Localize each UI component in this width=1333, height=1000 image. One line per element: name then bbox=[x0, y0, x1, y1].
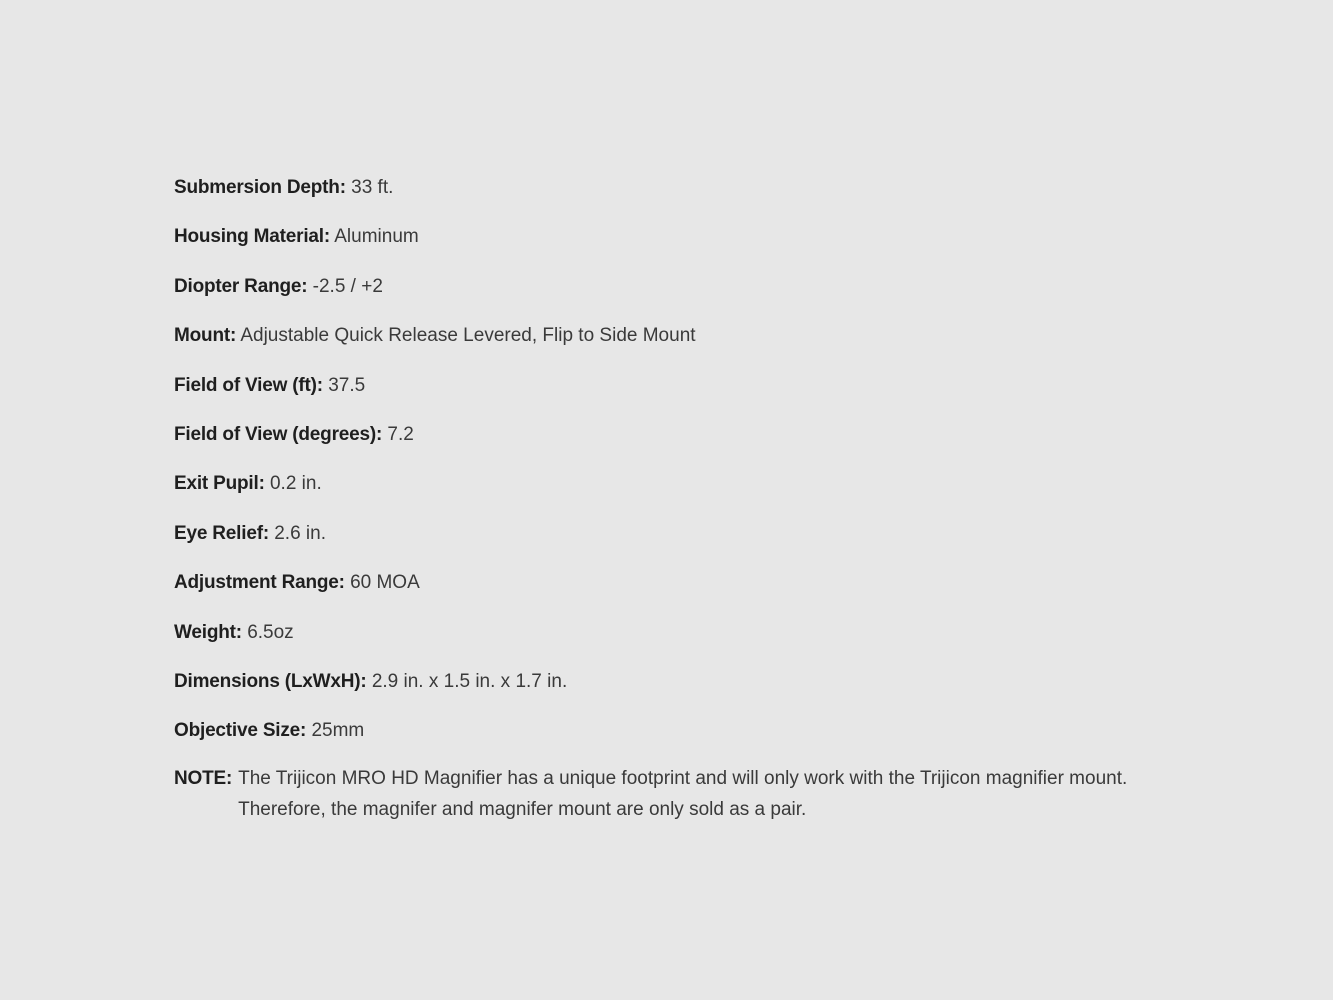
spec-label: Adjustment Range: bbox=[174, 572, 345, 594]
spec-row-dimensions bbox=[174, 669, 1274, 718]
spec-label: Submersion Depth: bbox=[174, 177, 346, 198]
spec-label: Exit Pupil: bbox=[174, 473, 265, 495]
spec-value: Adjustable Quick Release Levered, Flip to Side Mount bbox=[240, 325, 696, 347]
spec-row-adjustment-range bbox=[174, 570, 1274, 619]
spec-value: -2.5 / +2 bbox=[312, 275, 383, 297]
spec-row-field-of-view-degrees bbox=[174, 422, 1274, 471]
spec-row-weight bbox=[174, 620, 1274, 669]
spec-list bbox=[174, 175, 1274, 825]
spec-label: Mount: bbox=[174, 325, 237, 347]
spec-value: 25mm bbox=[311, 720, 365, 742]
spec-label: Field of View (degrees): bbox=[174, 423, 383, 445]
spec-row-housing-material bbox=[174, 224, 1274, 273]
note-label: NOTE: bbox=[174, 767, 233, 789]
spec-value: 0.2 in. bbox=[269, 473, 322, 495]
spec-value: 7.2 bbox=[387, 423, 414, 445]
spec-row-submersion-depth bbox=[174, 175, 1274, 224]
note-line-1: The Trijicon MRO HD Magnifier has a unique footprint and will only work with the Trijicon magnifier mount. bbox=[238, 767, 1128, 789]
spec-row-diopter-range bbox=[174, 274, 1274, 323]
spec-label: Diopter Range: bbox=[174, 275, 308, 297]
note bbox=[174, 763, 1274, 825]
spec-label: Weight: bbox=[174, 621, 242, 643]
note-line-2: Therefore, the magnifer and magnifer mount are only sold as a pair. bbox=[238, 798, 807, 820]
spec-row-eye-relief bbox=[174, 521, 1274, 570]
spec-value: 60 MOA bbox=[350, 572, 420, 594]
spec-value: 6.5oz bbox=[247, 621, 294, 643]
spec-row-objective-size bbox=[174, 718, 1274, 767]
spec-value: 37.5 bbox=[328, 374, 366, 396]
spec-row-exit-pupil bbox=[174, 471, 1274, 520]
spec-value: 2.9 in. x 1.5 in. x 1.7 in. bbox=[371, 670, 568, 692]
spec-row-field-of-view-ft bbox=[174, 373, 1274, 422]
spec-label: Objective Size: bbox=[174, 720, 307, 742]
spec-row-mount bbox=[174, 323, 1274, 372]
spec-label: Housing Material: bbox=[174, 226, 331, 248]
spec-label: Dimensions (LxWxH): bbox=[174, 670, 367, 692]
spec-value: 33 ft. bbox=[351, 177, 394, 198]
spec-value: Aluminum bbox=[334, 226, 419, 248]
spec-value: 2.6 in. bbox=[274, 522, 326, 544]
spec-label: Eye Relief: bbox=[174, 522, 269, 544]
note-text bbox=[238, 763, 1238, 825]
spec-label: Field of View (ft): bbox=[174, 374, 323, 396]
